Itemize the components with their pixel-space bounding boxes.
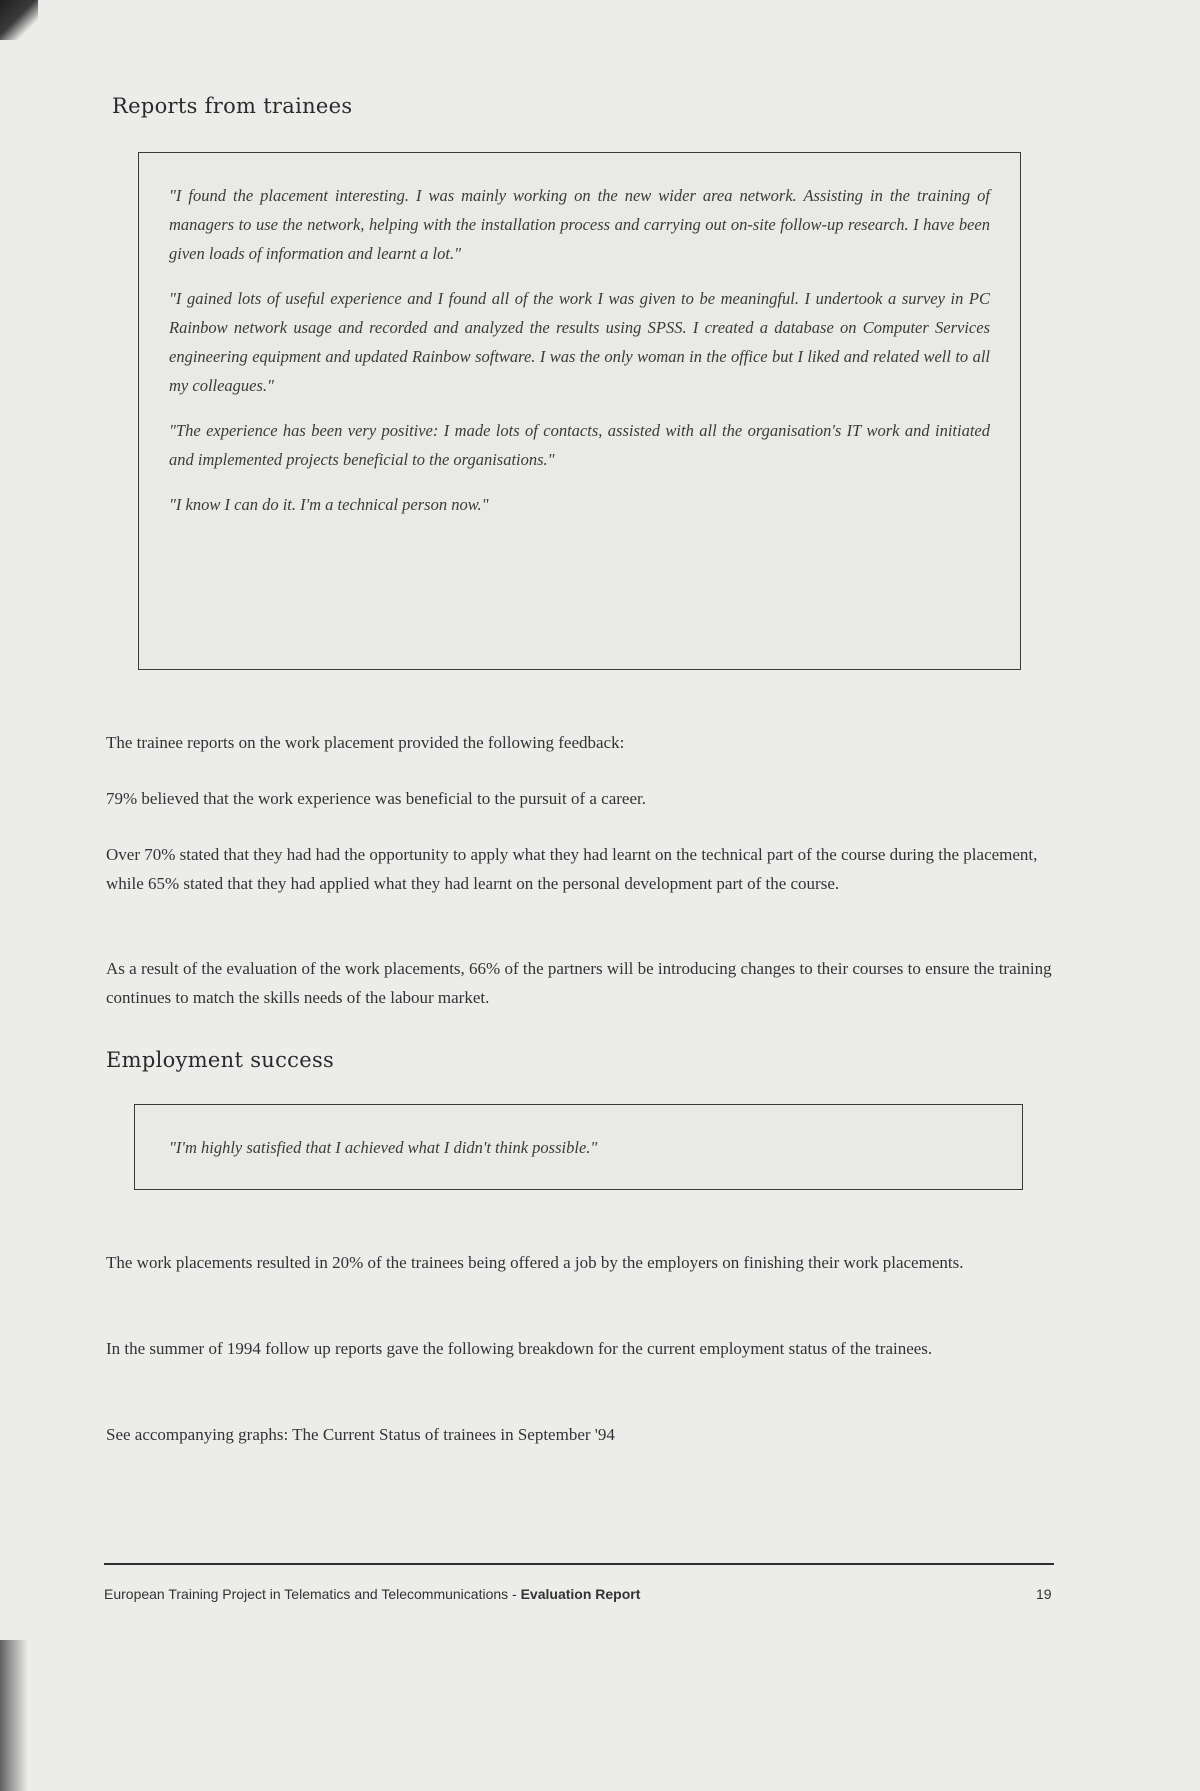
feedback-paragraph: As a result of the evaluation of the work placements, 66% of the partners will be introducing changes to their courses to ensure the training continues to match the skills needs of the labour market.: [106, 959, 1052, 1007]
footer-title: [104, 1586, 640, 1602]
feedback-paragraph: 79% believed that the work experience was beneficial to the pursuit of a career.: [106, 789, 646, 808]
employment-quote: "I'm highly satisfied that I achieved what I didn't think possible.": [169, 1138, 598, 1157]
employment-paragraph: In the summer of 1994 follow up reports gave the following breakdown for the current employment status of the trainees.: [106, 1339, 933, 1358]
reports-heading: Reports from trainees: [112, 94, 353, 118]
scan-artifact: [0, 0, 38, 40]
footer-bold: Evaluation Report: [520, 1586, 641, 1602]
trainee-quote: "The experience has been very positive: I made lots of contacts, assisted with all the organisation's IT work and initiated and implemented projects beneficial to the organisations.": [169, 421, 990, 469]
employment-quote-box: [134, 1104, 1023, 1190]
graphs-reference: See accompanying graphs: The Current Status of trainees in September '94: [106, 1425, 615, 1444]
employment-heading: Employment success: [106, 1048, 335, 1072]
trainee-quote: "I gained lots of useful experience and I found all of the work I was given to be meaningful. I undertook a survey in PC Rainbow network usage and recorded and analyzed the results using SPSS. I created a database on Computer Services engineering equipment and updated Rainbow software. I was the only woman in the office but I liked and related well to all my colleagues.": [169, 289, 990, 395]
employment-paragraph: The work placements resulted in 20% of the trainees being offered a job by the employers on finishing their work placements.: [106, 1253, 964, 1272]
trainee-quote: "I found the placement interesting. I was mainly working on the new wider area network. Assisting in the training of managers to use the network, helping with the installation process and carrying out on-site follow-up research. I have been given loads of information and learnt a lot.": [169, 186, 990, 263]
scan-artifact: [0, 1640, 28, 1791]
feedback-paragraph: Over 70% stated that they had had the opportunity to apply what they had learnt on the technical part of the course during the placement, while 65% stated that they had applied what they had learnt on the personal development part of the course.: [106, 845, 1038, 893]
footer-text: European Training Project in Telematics and Telecommunications -: [104, 1586, 517, 1602]
trainee-quotes-box: [138, 152, 1021, 670]
page-number: 19: [1036, 1586, 1052, 1602]
trainee-quote: "I know I can do it. I'm a technical person now.": [169, 495, 489, 514]
footer-rule: [104, 1563, 1054, 1565]
feedback-intro: The trainee reports on the work placement provided the following feedback:: [106, 733, 625, 752]
